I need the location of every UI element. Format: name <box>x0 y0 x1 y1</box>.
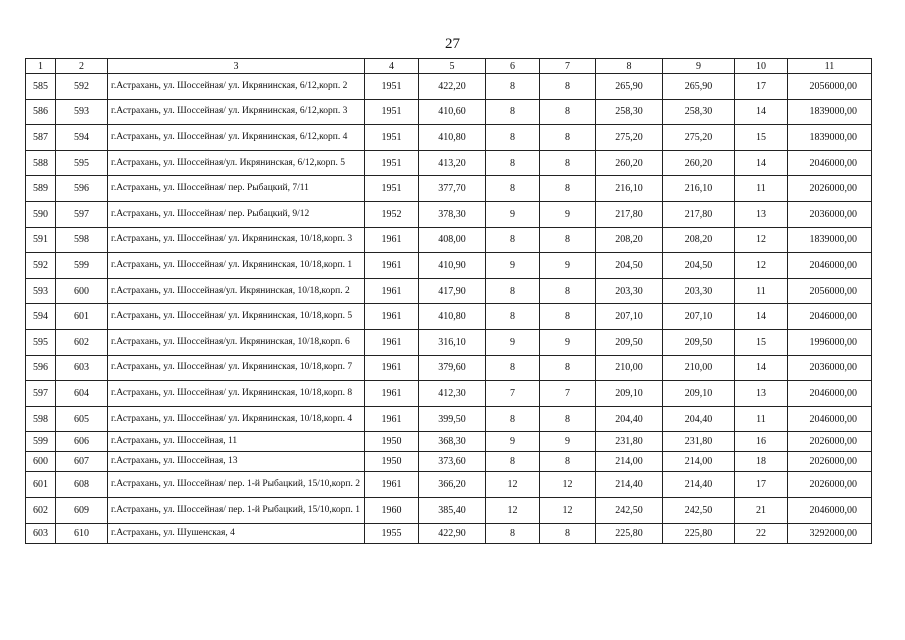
cell-record-number: 609 <box>56 497 108 523</box>
cell-area-col8: 265,90 <box>596 74 663 100</box>
cell-area-col9: 242,50 <box>663 497 735 523</box>
cell-floors-col7: 8 <box>540 125 596 151</box>
cell-address: г.Астрахань, ул. Шоссейная/ ул. Икрянинская, 10/18,корп. 3 <box>108 227 365 253</box>
cell-area-col8: 217,80 <box>596 201 663 227</box>
cell-floors-col7: 9 <box>540 329 596 355</box>
cell-amount: 2046000,00 <box>788 253 872 279</box>
table-row <box>26 278 872 304</box>
cell-amount: 2046000,00 <box>788 406 872 432</box>
cell-row-number: 592 <box>26 253 56 279</box>
cell-record-number: 593 <box>56 99 108 125</box>
cell-floors-col7: 8 <box>540 150 596 176</box>
cell-total-area: 412,30 <box>419 381 486 407</box>
cell-address: г.Астрахань, ул. Шушенская, 4 <box>108 523 365 543</box>
cell-record-number: 605 <box>56 406 108 432</box>
cell-row-number: 591 <box>26 227 56 253</box>
cell-area-col8: 258,30 <box>596 99 663 125</box>
cell-address: г.Астрахань, ул. Шоссейная/ пер. Рыбацкий, 7/11 <box>108 176 365 202</box>
cell-area-col8: 204,40 <box>596 406 663 432</box>
column-header: 1 <box>26 59 56 74</box>
cell-row-number: 596 <box>26 355 56 381</box>
cell-area-col9: 204,50 <box>663 253 735 279</box>
cell-amount: 1839000,00 <box>788 227 872 253</box>
cell-record-number: 602 <box>56 329 108 355</box>
cell-floors-col6: 8 <box>486 150 540 176</box>
column-header: 8 <box>596 59 663 74</box>
cell-floors-col6: 8 <box>486 304 540 330</box>
cell-floors-col7: 8 <box>540 452 596 472</box>
cell-row-number: 600 <box>26 452 56 472</box>
table-row <box>26 253 872 279</box>
cell-floors-col6: 8 <box>486 452 540 472</box>
cell-floors-col7: 8 <box>540 176 596 202</box>
cell-floors-col6: 9 <box>486 432 540 452</box>
cell-floors-col6: 9 <box>486 253 540 279</box>
cell-floors-col6: 9 <box>486 201 540 227</box>
cell-address: г.Астрахань, ул. Шоссейная/ ул. Икрянинская, 10/18,корп. 5 <box>108 304 365 330</box>
cell-count-col10: 17 <box>735 74 788 100</box>
cell-total-area: 368,30 <box>419 432 486 452</box>
cell-amount: 2056000,00 <box>788 278 872 304</box>
cell-row-number: 594 <box>26 304 56 330</box>
cell-area-col9: 214,40 <box>663 472 735 498</box>
cell-area-col8: 214,00 <box>596 452 663 472</box>
cell-amount: 2026000,00 <box>788 452 872 472</box>
cell-count-col10: 18 <box>735 452 788 472</box>
cell-row-number: 603 <box>26 523 56 543</box>
cell-record-number: 606 <box>56 432 108 452</box>
cell-area-col9: 204,40 <box>663 406 735 432</box>
cell-count-col10: 11 <box>735 406 788 432</box>
table-row <box>26 176 872 202</box>
cell-floors-col7: 8 <box>540 304 596 330</box>
cell-total-area: 377,70 <box>419 176 486 202</box>
cell-record-number: 594 <box>56 125 108 151</box>
cell-floors-col7: 8 <box>540 523 596 543</box>
cell-row-number: 601 <box>26 472 56 498</box>
cell-area-col8: 203,30 <box>596 278 663 304</box>
cell-amount: 2046000,00 <box>788 381 872 407</box>
cell-record-number: 597 <box>56 201 108 227</box>
cell-row-number: 587 <box>26 125 56 151</box>
cell-floors-col7: 8 <box>540 227 596 253</box>
cell-count-col10: 14 <box>735 99 788 125</box>
cell-area-col9: 225,80 <box>663 523 735 543</box>
cell-count-col10: 16 <box>735 432 788 452</box>
cell-floors-col6: 12 <box>486 472 540 498</box>
cell-row-number: 585 <box>26 74 56 100</box>
column-header: 9 <box>663 59 735 74</box>
cell-address: г.Астрахань, ул. Шоссейная/ ул. Икрянинская, 6/12,корп. 3 <box>108 99 365 125</box>
cell-record-number: 599 <box>56 253 108 279</box>
cell-area-col8: 207,10 <box>596 304 663 330</box>
cell-amount: 2056000,00 <box>788 74 872 100</box>
cell-row-number: 588 <box>26 150 56 176</box>
cell-floors-col6: 8 <box>486 227 540 253</box>
cell-floors-col6: 9 <box>486 329 540 355</box>
cell-area-col9: 217,80 <box>663 201 735 227</box>
cell-count-col10: 14 <box>735 150 788 176</box>
cell-build-year: 1961 <box>365 253 419 279</box>
cell-record-number: 607 <box>56 452 108 472</box>
page-number: 27 <box>445 36 460 52</box>
table-row <box>26 472 872 498</box>
cell-area-col8: 210,00 <box>596 355 663 381</box>
cell-total-area: 316,10 <box>419 329 486 355</box>
cell-count-col10: 13 <box>735 201 788 227</box>
cell-build-year: 1961 <box>365 304 419 330</box>
column-header: 7 <box>540 59 596 74</box>
table-row <box>26 523 872 543</box>
cell-build-year: 1961 <box>365 329 419 355</box>
cell-area-col9: 265,90 <box>663 74 735 100</box>
cell-amount: 2026000,00 <box>788 176 872 202</box>
cell-area-col8: 208,20 <box>596 227 663 253</box>
cell-total-area: 410,60 <box>419 99 486 125</box>
cell-build-year: 1951 <box>365 176 419 202</box>
cell-count-col10: 14 <box>735 355 788 381</box>
table-row <box>26 304 872 330</box>
table-row <box>26 227 872 253</box>
table-row <box>26 99 872 125</box>
table-row <box>26 432 872 452</box>
cell-amount: 2046000,00 <box>788 304 872 330</box>
column-header: 3 <box>108 59 365 74</box>
cell-total-area: 410,80 <box>419 125 486 151</box>
cell-record-number: 601 <box>56 304 108 330</box>
cell-total-area: 373,60 <box>419 452 486 472</box>
cell-address: г.Астрахань, ул. Шоссейная/ пер. Рыбацкий, 9/12 <box>108 201 365 227</box>
cell-record-number: 610 <box>56 523 108 543</box>
table-row <box>26 355 872 381</box>
cell-floors-col7: 7 <box>540 381 596 407</box>
cell-build-year: 1950 <box>365 432 419 452</box>
cell-count-col10: 21 <box>735 497 788 523</box>
cell-area-col8: 204,50 <box>596 253 663 279</box>
cell-count-col10: 12 <box>735 227 788 253</box>
cell-address: г.Астрахань, ул. Шоссейная/ ул. Икрянинская, 10/18,корп. 8 <box>108 381 365 407</box>
cell-total-area: 378,30 <box>419 201 486 227</box>
cell-area-col9: 207,10 <box>663 304 735 330</box>
table-row <box>26 125 872 151</box>
cell-address: г.Астрахань, ул. Шоссейная/ ул. Икрянинская, 6/12,корп. 4 <box>108 125 365 151</box>
cell-count-col10: 15 <box>735 125 788 151</box>
cell-row-number: 597 <box>26 381 56 407</box>
cell-amount: 1839000,00 <box>788 125 872 151</box>
cell-address: г.Астрахань, ул. Шоссейная/ пер. 1-й Рыбацкий, 15/10,корп. 1 <box>108 497 365 523</box>
cell-total-area: 417,90 <box>419 278 486 304</box>
table-row <box>26 201 872 227</box>
column-header: 5 <box>419 59 486 74</box>
cell-row-number: 589 <box>26 176 56 202</box>
cell-amount: 2046000,00 <box>788 497 872 523</box>
cell-build-year: 1951 <box>365 150 419 176</box>
table-row <box>26 406 872 432</box>
cell-amount: 2046000,00 <box>788 150 872 176</box>
cell-address: г.Астрахань, ул. Шоссейная/ ул. Икрянинская, 10/18,корп. 1 <box>108 253 365 279</box>
cell-area-col8: 231,80 <box>596 432 663 452</box>
cell-build-year: 1961 <box>365 406 419 432</box>
cell-record-number: 592 <box>56 74 108 100</box>
cell-floors-col7: 8 <box>540 99 596 125</box>
cell-floors-col6: 8 <box>486 99 540 125</box>
cell-address: г.Астрахань, ул. Шоссейная/ул. Икрянинская, 10/18,корп. 2 <box>108 278 365 304</box>
cell-build-year: 1961 <box>365 355 419 381</box>
cell-floors-col6: 8 <box>486 125 540 151</box>
cell-floors-col7: 9 <box>540 201 596 227</box>
cell-row-number: 590 <box>26 201 56 227</box>
cell-total-area: 366,20 <box>419 472 486 498</box>
cell-count-col10: 11 <box>735 278 788 304</box>
cell-area-col9: 258,30 <box>663 99 735 125</box>
cell-build-year: 1955 <box>365 523 419 543</box>
cell-address: г.Астрахань, ул. Шоссейная/ ул. Икрянинская, 10/18,корп. 4 <box>108 406 365 432</box>
cell-record-number: 604 <box>56 381 108 407</box>
table-row <box>26 381 872 407</box>
cell-record-number: 603 <box>56 355 108 381</box>
cell-area-col8: 225,80 <box>596 523 663 543</box>
cell-floors-col7: 12 <box>540 472 596 498</box>
cell-total-area: 385,40 <box>419 497 486 523</box>
cell-floors-col7: 12 <box>540 497 596 523</box>
cell-floors-col7: 8 <box>540 355 596 381</box>
cell-area-col8: 209,10 <box>596 381 663 407</box>
cell-build-year: 1961 <box>365 381 419 407</box>
cell-amount: 2036000,00 <box>788 201 872 227</box>
cell-floors-col6: 7 <box>486 381 540 407</box>
cell-total-area: 413,20 <box>419 150 486 176</box>
cell-count-col10: 15 <box>735 329 788 355</box>
column-header: 4 <box>365 59 419 74</box>
cell-total-area: 399,50 <box>419 406 486 432</box>
cell-floors-col7: 8 <box>540 406 596 432</box>
cell-area-col9: 231,80 <box>663 432 735 452</box>
cell-count-col10: 13 <box>735 381 788 407</box>
cell-area-col9: 216,10 <box>663 176 735 202</box>
cell-address: г.Астрахань, ул. Шоссейная/ ул. Икрянинская, 6/12,корп. 2 <box>108 74 365 100</box>
cell-record-number: 608 <box>56 472 108 498</box>
cell-area-col8: 216,10 <box>596 176 663 202</box>
cell-floors-col7: 8 <box>540 278 596 304</box>
cell-area-col8: 242,50 <box>596 497 663 523</box>
column-header: 10 <box>735 59 788 74</box>
cell-amount: 1839000,00 <box>788 99 872 125</box>
cell-row-number: 595 <box>26 329 56 355</box>
cell-amount: 2026000,00 <box>788 472 872 498</box>
cell-floors-col6: 8 <box>486 406 540 432</box>
cell-amount: 1996000,00 <box>788 329 872 355</box>
cell-floors-col6: 8 <box>486 523 540 543</box>
table-row <box>26 497 872 523</box>
cell-area-col9: 210,00 <box>663 355 735 381</box>
cell-area-col9: 260,20 <box>663 150 735 176</box>
table-row <box>26 150 872 176</box>
column-header: 2 <box>56 59 108 74</box>
cell-build-year: 1951 <box>365 99 419 125</box>
cell-address: г.Астрахань, ул. Шоссейная, 11 <box>108 432 365 452</box>
cell-build-year: 1960 <box>365 497 419 523</box>
table-body <box>26 74 872 544</box>
table-row <box>26 74 872 100</box>
cell-row-number: 602 <box>26 497 56 523</box>
cell-address: г.Астрахань, ул. Шоссейная/ул. Икрянинская, 6/12,корп. 5 <box>108 150 365 176</box>
cell-count-col10: 14 <box>735 304 788 330</box>
cell-total-area: 422,90 <box>419 523 486 543</box>
cell-total-area: 408,00 <box>419 227 486 253</box>
cell-floors-col6: 8 <box>486 74 540 100</box>
cell-count-col10: 12 <box>735 253 788 279</box>
cell-row-number: 593 <box>26 278 56 304</box>
table-row <box>26 329 872 355</box>
cell-build-year: 1961 <box>365 472 419 498</box>
cell-area-col8: 260,20 <box>596 150 663 176</box>
cell-total-area: 422,20 <box>419 74 486 100</box>
cell-record-number: 600 <box>56 278 108 304</box>
cell-row-number: 599 <box>26 432 56 452</box>
cell-count-col10: 22 <box>735 523 788 543</box>
table-row <box>26 452 872 472</box>
cell-area-col8: 209,50 <box>596 329 663 355</box>
cell-floors-col6: 8 <box>486 355 540 381</box>
cell-area-col8: 275,20 <box>596 125 663 151</box>
cell-count-col10: 17 <box>735 472 788 498</box>
cell-area-col9: 214,00 <box>663 452 735 472</box>
cell-area-col9: 209,50 <box>663 329 735 355</box>
cell-area-col9: 208,20 <box>663 227 735 253</box>
cell-build-year: 1950 <box>365 452 419 472</box>
cell-record-number: 596 <box>56 176 108 202</box>
cell-area-col9: 209,10 <box>663 381 735 407</box>
cell-area-col9: 203,30 <box>663 278 735 304</box>
cell-build-year: 1951 <box>365 74 419 100</box>
cell-build-year: 1951 <box>365 125 419 151</box>
cell-total-area: 410,80 <box>419 304 486 330</box>
cell-floors-col7: 8 <box>540 74 596 100</box>
cell-address: г.Астрахань, ул. Шоссейная, 13 <box>108 452 365 472</box>
column-header: 11 <box>788 59 872 74</box>
cell-floors-col6: 12 <box>486 497 540 523</box>
cell-build-year: 1961 <box>365 278 419 304</box>
cell-address: г.Астрахань, ул. Шоссейная/ул. Икрянинская, 10/18,корп. 6 <box>108 329 365 355</box>
cell-floors-col7: 9 <box>540 432 596 452</box>
data-table <box>25 58 872 544</box>
cell-build-year: 1952 <box>365 201 419 227</box>
column-header: 6 <box>486 59 540 74</box>
cell-address: г.Астрахань, ул. Шоссейная/ пер. 1-й Рыбацкий, 15/10,корп. 2 <box>108 472 365 498</box>
cell-area-col8: 214,40 <box>596 472 663 498</box>
cell-amount: 3292000,00 <box>788 523 872 543</box>
cell-floors-col7: 9 <box>540 253 596 279</box>
header-row <box>26 59 872 74</box>
cell-area-col9: 275,20 <box>663 125 735 151</box>
cell-total-area: 410,90 <box>419 253 486 279</box>
cell-total-area: 379,60 <box>419 355 486 381</box>
cell-amount: 2036000,00 <box>788 355 872 381</box>
cell-record-number: 598 <box>56 227 108 253</box>
cell-address: г.Астрахань, ул. Шоссейная/ ул. Икрянинская, 10/18,корп. 7 <box>108 355 365 381</box>
cell-amount: 2026000,00 <box>788 432 872 452</box>
cell-floors-col6: 8 <box>486 278 540 304</box>
cell-build-year: 1961 <box>365 227 419 253</box>
cell-row-number: 586 <box>26 99 56 125</box>
cell-row-number: 598 <box>26 406 56 432</box>
cell-record-number: 595 <box>56 150 108 176</box>
cell-floors-col6: 8 <box>486 176 540 202</box>
cell-count-col10: 11 <box>735 176 788 202</box>
